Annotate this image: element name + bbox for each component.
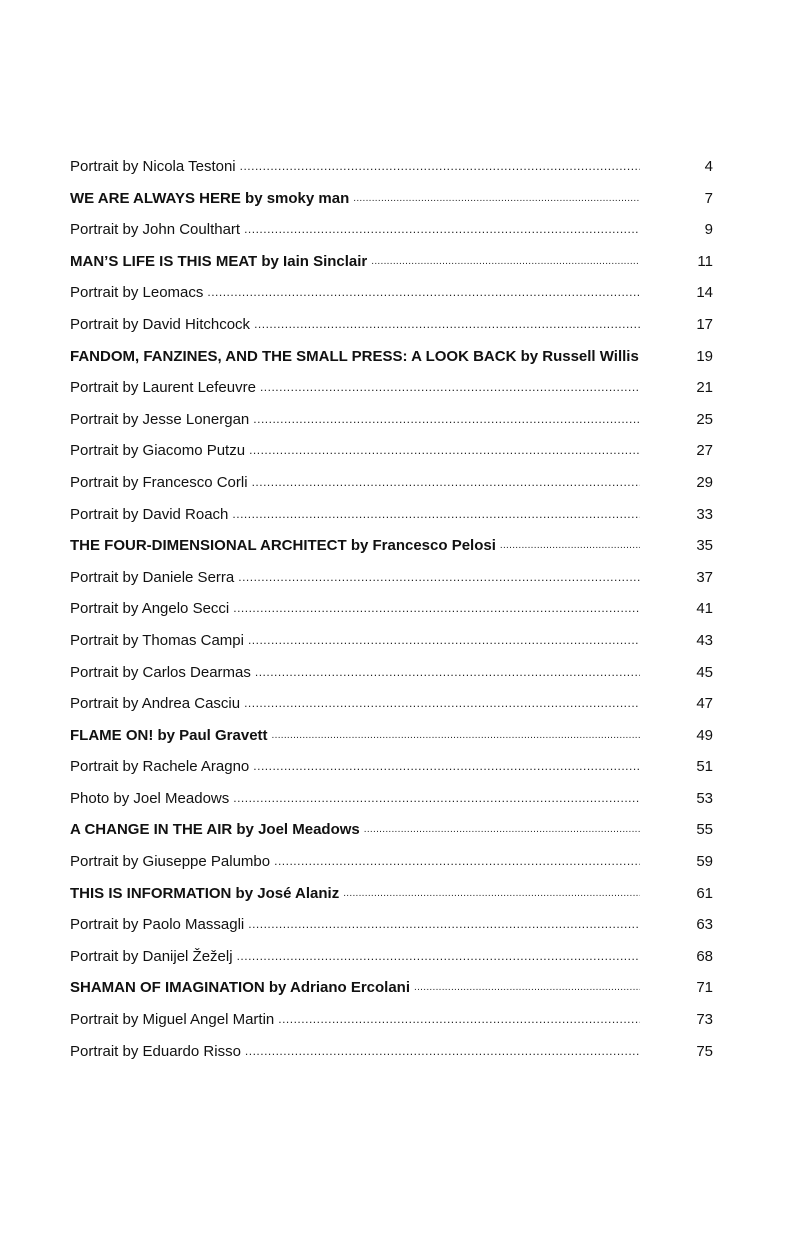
toc-entry-feature[interactable] — [70, 246, 713, 278]
entry-title: Portrait by Laurent Lefeuvre — [70, 379, 256, 397]
toc-entry-feature[interactable] — [70, 183, 713, 215]
entry-title-group — [70, 246, 640, 278]
entry-title-group — [70, 499, 640, 531]
toc-entry-feature[interactable] — [70, 530, 713, 562]
entry-title: Portrait by Eduardo Risso — [70, 1042, 241, 1060]
page-number: 21 — [696, 379, 713, 397]
page-number: 73 — [696, 1011, 713, 1029]
page-number: 7 — [704, 189, 713, 207]
dot-leader — [260, 372, 640, 404]
toc-entry[interactable] — [70, 562, 713, 594]
dot-leader — [252, 467, 640, 499]
toc-entry[interactable] — [70, 309, 713, 341]
dot-leader — [278, 1004, 640, 1036]
page-number: 55 — [696, 821, 713, 839]
entry-title-group — [70, 846, 640, 878]
toc-entry-feature[interactable] — [70, 878, 713, 910]
entry-title-group — [70, 972, 640, 1004]
dot-leader — [248, 909, 640, 941]
dot-leader — [274, 846, 640, 878]
dot-leader — [500, 530, 640, 562]
entry-title: FANDOM, FANZINES, AND THE SMALL PRESS: A LOOK BACK by Russell Willis — [70, 347, 639, 365]
entry-title-group — [70, 657, 640, 689]
dot-leader — [244, 688, 640, 720]
entry-title: A CHANGE IN THE AIR by Joel Meadows — [70, 821, 360, 839]
dot-leader — [255, 657, 640, 689]
toc-entry[interactable] — [70, 941, 713, 973]
dot-leader — [232, 499, 640, 531]
toc-entry[interactable] — [70, 657, 713, 689]
entry-title-group — [70, 751, 640, 783]
page-number: 27 — [696, 442, 713, 460]
dot-leader — [238, 562, 640, 594]
dot-leader — [254, 309, 640, 341]
toc-entry[interactable] — [70, 372, 713, 404]
toc-entry[interactable] — [70, 846, 713, 878]
entry-title-group — [70, 467, 640, 499]
entry-title: Portrait by David Hitchcock — [70, 315, 251, 333]
dot-leader — [237, 941, 640, 973]
entry-title: Portrait by Leomacs — [70, 284, 204, 302]
page-number: 51 — [696, 758, 713, 776]
toc-entry-feature[interactable] — [70, 720, 713, 752]
entry-title-group — [70, 720, 640, 752]
toc-entry[interactable] — [70, 499, 713, 531]
dot-leader — [253, 404, 640, 436]
entry-title-group — [70, 530, 640, 562]
entry-title-group — [70, 1004, 640, 1036]
entry-title-group — [70, 593, 640, 625]
entry-title: Portrait by Francesco Corli — [70, 473, 248, 491]
entry-title: Portrait by Jesse Lonergan — [70, 410, 250, 428]
entry-title-group — [70, 435, 640, 467]
entry-title: SHAMAN OF IMAGINATION by Adriano Ercolani — [70, 979, 411, 997]
page-number: 37 — [696, 568, 713, 586]
entry-title-group — [70, 1036, 640, 1068]
page-number: 75 — [696, 1042, 713, 1060]
page-number: 33 — [696, 505, 713, 523]
entry-title: Portrait by Paolo Massagli — [70, 916, 245, 934]
dot-leader — [233, 593, 640, 625]
toc-entry[interactable] — [70, 1036, 713, 1068]
dot-leader — [253, 751, 640, 783]
entry-title: Portrait by John Coulthart — [70, 221, 241, 239]
toc-entry[interactable] — [70, 909, 713, 941]
dot-leader — [207, 277, 640, 309]
dot-leader — [245, 1036, 640, 1068]
page-number: 53 — [696, 789, 713, 807]
page-number: 71 — [696, 979, 713, 997]
entry-title-group — [70, 277, 640, 309]
entry-title: MAN’S LIFE IS THIS MEAT by Iain Sinclair — [70, 252, 368, 270]
dot-leader — [272, 720, 640, 752]
page-number: 29 — [696, 473, 713, 491]
entry-title: Portrait by Carlos Dearmas — [70, 663, 251, 681]
entry-title: Portrait by Angelo Secci — [70, 600, 230, 618]
dot-leader — [353, 183, 640, 215]
entry-title: Portrait by Giacomo Putzu — [70, 442, 246, 460]
page-number: 68 — [696, 947, 713, 965]
entry-title: FLAME ON! by Paul Gravett — [70, 726, 268, 744]
dot-leader — [244, 214, 640, 246]
table-of-contents — [70, 151, 713, 1067]
entry-title: Portrait by Miguel Angel Martin — [70, 1011, 275, 1029]
toc-entry[interactable] — [70, 593, 713, 625]
toc-entry[interactable] — [70, 467, 713, 499]
entry-title-group — [70, 372, 640, 404]
entry-title: Portrait by Daniele Serra — [70, 568, 235, 586]
toc-entry[interactable] — [70, 214, 713, 246]
page-number: 43 — [696, 631, 713, 649]
entry-title: Photo by Joel Meadows — [70, 789, 230, 807]
page-number: 9 — [704, 221, 713, 239]
entry-title: Portrait by David Roach — [70, 505, 229, 523]
entry-title-group — [70, 309, 640, 341]
page-number: 45 — [696, 663, 713, 681]
entry-title-group — [70, 183, 640, 215]
toc-entry[interactable] — [70, 688, 713, 720]
entry-title: Portrait by Andrea Casciu — [70, 695, 241, 713]
dot-leader — [371, 246, 640, 278]
entry-title: THIS IS INFORMATION by José Alaniz — [70, 884, 340, 902]
page-number: 49 — [696, 726, 713, 744]
page-number: 17 — [696, 315, 713, 333]
dot-leader — [249, 435, 640, 467]
page-number: 35 — [696, 537, 713, 555]
entry-title-group — [70, 151, 640, 183]
entry-title-group — [70, 878, 640, 910]
entry-title: Portrait by Danijel Žeželj — [70, 947, 233, 965]
dot-leader — [364, 814, 640, 846]
page-number: 11 — [697, 252, 713, 270]
toc-entry-feature[interactable] — [70, 814, 713, 846]
page-number: 14 — [696, 284, 713, 302]
entry-title-group — [70, 625, 640, 657]
entry-title-group — [70, 909, 640, 941]
toc-entry[interactable] — [70, 1004, 713, 1036]
page-number: 59 — [696, 853, 713, 871]
entry-title-group — [70, 341, 640, 373]
page-number: 47 — [696, 695, 713, 713]
entry-title: Portrait by Giuseppe Palumbo — [70, 853, 271, 871]
entry-title: Portrait by Thomas Campi — [70, 631, 244, 649]
entry-title-group — [70, 404, 640, 436]
entry-title-group — [70, 941, 640, 973]
entry-title: Portrait by Rachele Aragno — [70, 758, 250, 776]
dot-leader — [233, 783, 640, 815]
toc-entry[interactable] — [70, 625, 713, 657]
toc-entry-feature[interactable] — [70, 972, 713, 1004]
page-number: 25 — [696, 410, 713, 428]
page-number: 63 — [696, 916, 713, 934]
entry-title-group — [70, 688, 640, 720]
toc-entry[interactable] — [70, 151, 713, 183]
toc-entry[interactable] — [70, 751, 713, 783]
page-number: 19 — [696, 347, 713, 365]
page-number: 41 — [696, 600, 713, 618]
toc-entry[interactable] — [70, 277, 713, 309]
entry-title: WE ARE ALWAYS HERE by smoky man — [70, 189, 350, 207]
entry-title-group — [70, 783, 640, 815]
page-number: 4 — [704, 158, 713, 175]
entry-title: THE FOUR-DIMENSIONAL ARCHITECT by Francesco Pelosi — [70, 537, 496, 555]
entry-title-group — [70, 814, 640, 846]
entry-title: Portrait by Nicola Testoni — [70, 158, 236, 175]
toc-entry[interactable] — [70, 404, 713, 436]
dot-leader — [240, 151, 640, 183]
dot-leader — [248, 625, 640, 657]
toc-entry[interactable] — [70, 435, 713, 467]
dot-leader — [343, 878, 640, 910]
entry-title-group — [70, 214, 640, 246]
entry-title-group — [70, 562, 640, 594]
toc-entry-feature[interactable] — [70, 341, 713, 373]
dot-leader — [414, 972, 640, 1004]
page-number: 61 — [696, 884, 713, 902]
toc-entry[interactable] — [70, 783, 713, 815]
